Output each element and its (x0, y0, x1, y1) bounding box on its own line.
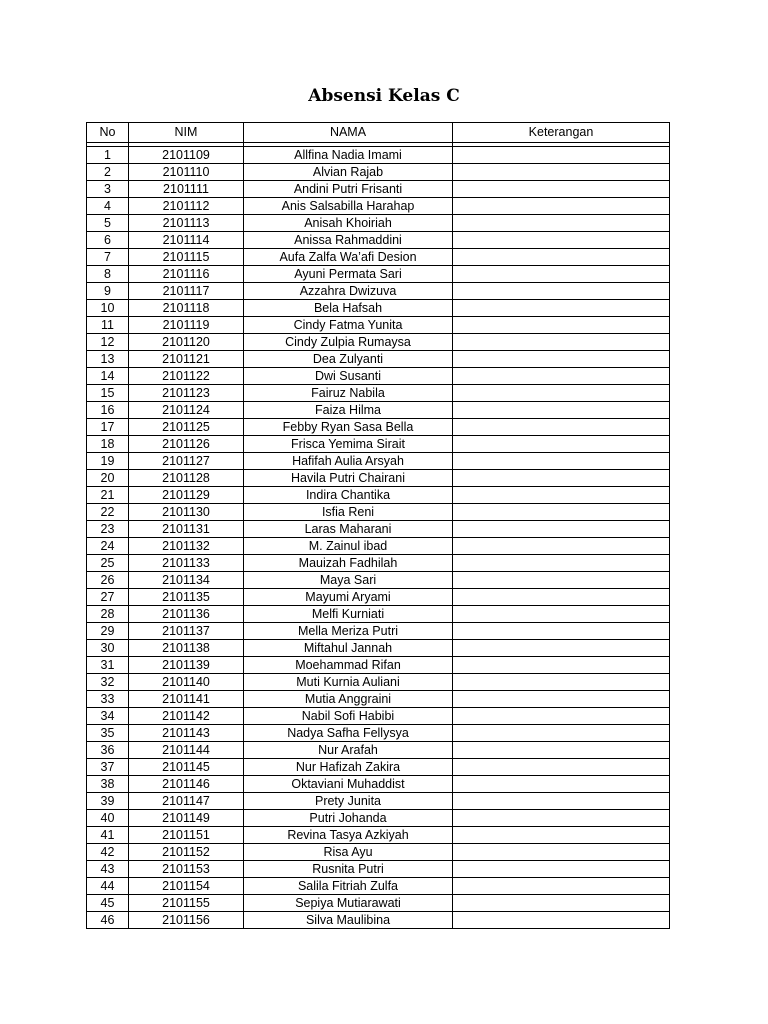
cell-keterangan (453, 300, 670, 317)
cell-no: 17 (87, 419, 129, 436)
cell-no: 42 (87, 844, 129, 861)
cell-no: 19 (87, 453, 129, 470)
cell-no: 9 (87, 283, 129, 300)
cell-no: 39 (87, 793, 129, 810)
cell-nim: 2101139 (129, 657, 244, 674)
cell-nim: 2101147 (129, 793, 244, 810)
table-row (87, 589, 670, 606)
cell-nim: 2101114 (129, 232, 244, 249)
cell-no: 20 (87, 470, 129, 487)
table-row (87, 725, 670, 742)
cell-nama: Mella Meriza Putri (244, 623, 453, 640)
cell-nama: Nur Hafizah Zakira (244, 759, 453, 776)
document-title: Absensi Kelas C (308, 86, 460, 106)
cell-nama: Revina Tasya Azkiyah (244, 827, 453, 844)
table-row (87, 266, 670, 283)
cell-nim: 2101126 (129, 436, 244, 453)
table-row (87, 861, 670, 878)
table-body (87, 147, 670, 929)
cell-nim: 2101135 (129, 589, 244, 606)
cell-nim: 2101118 (129, 300, 244, 317)
cell-nama: Cindy Fatma Yunita (244, 317, 453, 334)
cell-nama: Putri Johanda (244, 810, 453, 827)
cell-keterangan (453, 538, 670, 555)
table-row (87, 742, 670, 759)
cell-keterangan (453, 181, 670, 198)
cell-keterangan (453, 776, 670, 793)
cell-nim: 2101115 (129, 249, 244, 266)
cell-keterangan (453, 453, 670, 470)
cell-nim: 2101151 (129, 827, 244, 844)
cell-no: 31 (87, 657, 129, 674)
table-row (87, 793, 670, 810)
cell-nim: 2101109 (129, 147, 244, 164)
table-row (87, 827, 670, 844)
cell-nama: Muti Kurnia Auliani (244, 674, 453, 691)
cell-nim: 2101149 (129, 810, 244, 827)
cell-keterangan (453, 334, 670, 351)
cell-nama: Mauizah Fadhilah (244, 555, 453, 572)
cell-no: 32 (87, 674, 129, 691)
cell-nim: 2101124 (129, 402, 244, 419)
cell-keterangan (453, 215, 670, 232)
cell-keterangan (453, 844, 670, 861)
cell-keterangan (453, 555, 670, 572)
cell-nama: Anis Salsabilla Harahap (244, 198, 453, 215)
cell-keterangan (453, 436, 670, 453)
cell-nama: Moehammad Rifan (244, 657, 453, 674)
cell-keterangan (453, 793, 670, 810)
table-row (87, 657, 670, 674)
table-row (87, 844, 670, 861)
table-row (87, 368, 670, 385)
cell-no: 3 (87, 181, 129, 198)
cell-nama: Mayumi Aryami (244, 589, 453, 606)
table-row (87, 436, 670, 453)
cell-nama: Allfina Nadia Imami (244, 147, 453, 164)
cell-no: 6 (87, 232, 129, 249)
cell-nama: Mutia Anggraini (244, 691, 453, 708)
table-row (87, 419, 670, 436)
table-row (87, 385, 670, 402)
cell-no: 28 (87, 606, 129, 623)
cell-nim: 2101155 (129, 895, 244, 912)
cell-keterangan (453, 351, 670, 368)
cell-nim: 2101153 (129, 861, 244, 878)
table-row (87, 334, 670, 351)
cell-nim: 2101112 (129, 198, 244, 215)
cell-keterangan (453, 657, 670, 674)
header-no: No (87, 123, 129, 143)
cell-keterangan (453, 249, 670, 266)
cell-keterangan (453, 198, 670, 215)
cell-nama: Silva Maulibina (244, 912, 453, 929)
cell-no: 14 (87, 368, 129, 385)
table-row (87, 776, 670, 793)
table-row (87, 215, 670, 232)
cell-no: 2 (87, 164, 129, 181)
cell-no: 45 (87, 895, 129, 912)
cell-no: 18 (87, 436, 129, 453)
table-row (87, 691, 670, 708)
table-row (87, 572, 670, 589)
cell-keterangan (453, 589, 670, 606)
cell-keterangan (453, 317, 670, 334)
cell-nama: Laras Maharani (244, 521, 453, 538)
table-row (87, 232, 670, 249)
table-row (87, 555, 670, 572)
cell-no: 22 (87, 504, 129, 521)
cell-keterangan (453, 147, 670, 164)
cell-no: 24 (87, 538, 129, 555)
cell-keterangan (453, 861, 670, 878)
cell-no: 36 (87, 742, 129, 759)
cell-no: 29 (87, 623, 129, 640)
table-row (87, 504, 670, 521)
table-row (87, 640, 670, 657)
cell-no: 43 (87, 861, 129, 878)
cell-no: 7 (87, 249, 129, 266)
cell-nama: Cindy Zulpia Rumaysa (244, 334, 453, 351)
cell-no: 5 (87, 215, 129, 232)
cell-keterangan (453, 810, 670, 827)
cell-nim: 2101134 (129, 572, 244, 589)
table-row (87, 674, 670, 691)
header-keterangan: Keterangan (453, 123, 670, 143)
cell-keterangan (453, 725, 670, 742)
cell-no: 21 (87, 487, 129, 504)
cell-no: 12 (87, 334, 129, 351)
table-row (87, 521, 670, 538)
cell-nim: 2101156 (129, 912, 244, 929)
cell-no: 34 (87, 708, 129, 725)
cell-nim: 2101131 (129, 521, 244, 538)
cell-nama: Anisah Khoiriah (244, 215, 453, 232)
table-header (87, 123, 670, 143)
cell-no: 35 (87, 725, 129, 742)
table-row (87, 895, 670, 912)
cell-no: 44 (87, 878, 129, 895)
cell-no: 46 (87, 912, 129, 929)
cell-no: 13 (87, 351, 129, 368)
cell-nama: Hafifah Aulia Arsyah (244, 453, 453, 470)
cell-keterangan (453, 759, 670, 776)
table-row (87, 623, 670, 640)
cell-nim: 2101120 (129, 334, 244, 351)
cell-nim: 2101130 (129, 504, 244, 521)
cell-no: 4 (87, 198, 129, 215)
cell-keterangan (453, 691, 670, 708)
table-row (87, 402, 670, 419)
cell-nama: Alvian Rajab (244, 164, 453, 181)
cell-nim: 2101143 (129, 725, 244, 742)
cell-keterangan (453, 283, 670, 300)
cell-no: 10 (87, 300, 129, 317)
cell-nama: Anissa Rahmaddini (244, 232, 453, 249)
cell-nim: 2101146 (129, 776, 244, 793)
cell-nim: 2101140 (129, 674, 244, 691)
table-row (87, 487, 670, 504)
table-row (87, 300, 670, 317)
cell-nama: Rusnita Putri (244, 861, 453, 878)
cell-keterangan (453, 572, 670, 589)
table-row (87, 198, 670, 215)
cell-keterangan (453, 895, 670, 912)
cell-nim: 2101133 (129, 555, 244, 572)
cell-nama: Miftahul Jannah (244, 640, 453, 657)
cell-no: 27 (87, 589, 129, 606)
table-row (87, 453, 670, 470)
cell-nim: 2101116 (129, 266, 244, 283)
cell-nim: 2101127 (129, 453, 244, 470)
cell-nama: M. Zainul ibad (244, 538, 453, 555)
cell-nama: Bela Hafsah (244, 300, 453, 317)
cell-nim: 2101142 (129, 708, 244, 725)
cell-nama: Nabil Sofi Habibi (244, 708, 453, 725)
cell-keterangan (453, 402, 670, 419)
cell-keterangan (453, 606, 670, 623)
table-row (87, 810, 670, 827)
table-row (87, 912, 670, 929)
cell-keterangan (453, 470, 670, 487)
table-row (87, 164, 670, 181)
cell-nama: Aufa Zalfa Wa’afi Desion (244, 249, 453, 266)
header-nim: NIM (129, 123, 244, 143)
cell-keterangan (453, 266, 670, 283)
cell-no: 1 (87, 147, 129, 164)
cell-nama: Azzahra Dwizuva (244, 283, 453, 300)
cell-no: 11 (87, 317, 129, 334)
cell-keterangan (453, 623, 670, 640)
cell-nim: 2101141 (129, 691, 244, 708)
cell-keterangan (453, 164, 670, 181)
cell-keterangan (453, 708, 670, 725)
cell-nama: Isfia Reni (244, 504, 453, 521)
cell-nim: 2101110 (129, 164, 244, 181)
cell-keterangan (453, 232, 670, 249)
cell-no: 16 (87, 402, 129, 419)
cell-nim: 2101123 (129, 385, 244, 402)
table-row (87, 538, 670, 555)
cell-nim: 2101113 (129, 215, 244, 232)
cell-keterangan (453, 878, 670, 895)
cell-keterangan (453, 912, 670, 929)
cell-no: 38 (87, 776, 129, 793)
table-row (87, 249, 670, 266)
table-row (87, 147, 670, 164)
cell-nim: 2101117 (129, 283, 244, 300)
cell-nim: 2101144 (129, 742, 244, 759)
cell-nama: Fairuz Nabila (244, 385, 453, 402)
cell-no: 25 (87, 555, 129, 572)
cell-no: 41 (87, 827, 129, 844)
cell-nim: 2101129 (129, 487, 244, 504)
table-row (87, 283, 670, 300)
cell-nama: Melfi Kurniati (244, 606, 453, 623)
cell-nama: Maya Sari (244, 572, 453, 589)
cell-no: 26 (87, 572, 129, 589)
cell-keterangan (453, 674, 670, 691)
cell-keterangan (453, 385, 670, 402)
cell-nim: 2101128 (129, 470, 244, 487)
cell-nama: Andini Putri Frisanti (244, 181, 453, 198)
table-row (87, 606, 670, 623)
cell-nama: Oktaviani Muhaddist (244, 776, 453, 793)
cell-nama: Prety Junita (244, 793, 453, 810)
cell-nim: 2101136 (129, 606, 244, 623)
cell-keterangan (453, 487, 670, 504)
cell-keterangan (453, 827, 670, 844)
cell-no: 15 (87, 385, 129, 402)
cell-nim: 2101145 (129, 759, 244, 776)
table-row (87, 878, 670, 895)
cell-nama: Dwi Susanti (244, 368, 453, 385)
cell-no: 30 (87, 640, 129, 657)
cell-nama: Sepiya Mutiarawati (244, 895, 453, 912)
cell-nama: Indira Chantika (244, 487, 453, 504)
cell-no: 23 (87, 521, 129, 538)
header-row (87, 123, 670, 143)
cell-nim: 2101111 (129, 181, 244, 198)
cell-no: 33 (87, 691, 129, 708)
header-nama: NAMA (244, 123, 453, 143)
cell-nama: Risa Ayu (244, 844, 453, 861)
cell-nama: Faiza Hilma (244, 402, 453, 419)
cell-keterangan (453, 742, 670, 759)
cell-nim: 2101122 (129, 368, 244, 385)
cell-no: 40 (87, 810, 129, 827)
cell-nama: Frisca Yemima Sirait (244, 436, 453, 453)
cell-nim: 2101121 (129, 351, 244, 368)
cell-no: 8 (87, 266, 129, 283)
cell-nama: Nur Arafah (244, 742, 453, 759)
cell-keterangan (453, 521, 670, 538)
cell-nim: 2101137 (129, 623, 244, 640)
attendance-table (86, 122, 670, 929)
table-row (87, 708, 670, 725)
cell-nim: 2101152 (129, 844, 244, 861)
cell-nama: Febby Ryan Sasa Bella (244, 419, 453, 436)
cell-nama: Salila Fitriah Zulfa (244, 878, 453, 895)
cell-nim: 2101138 (129, 640, 244, 657)
cell-nim: 2101154 (129, 878, 244, 895)
cell-nim: 2101119 (129, 317, 244, 334)
cell-nim: 2101132 (129, 538, 244, 555)
table-row (87, 759, 670, 776)
cell-nama: Nadya Safha Fellysya (244, 725, 453, 742)
cell-keterangan (453, 368, 670, 385)
cell-keterangan (453, 640, 670, 657)
table-row (87, 470, 670, 487)
cell-keterangan (453, 419, 670, 436)
cell-nim: 2101125 (129, 419, 244, 436)
cell-nama: Dea Zulyanti (244, 351, 453, 368)
table-row (87, 317, 670, 334)
table-row (87, 351, 670, 368)
cell-keterangan (453, 504, 670, 521)
cell-nama: Ayuni Permata Sari (244, 266, 453, 283)
cell-nama: Havila Putri Chairani (244, 470, 453, 487)
cell-no: 37 (87, 759, 129, 776)
table-row (87, 181, 670, 198)
